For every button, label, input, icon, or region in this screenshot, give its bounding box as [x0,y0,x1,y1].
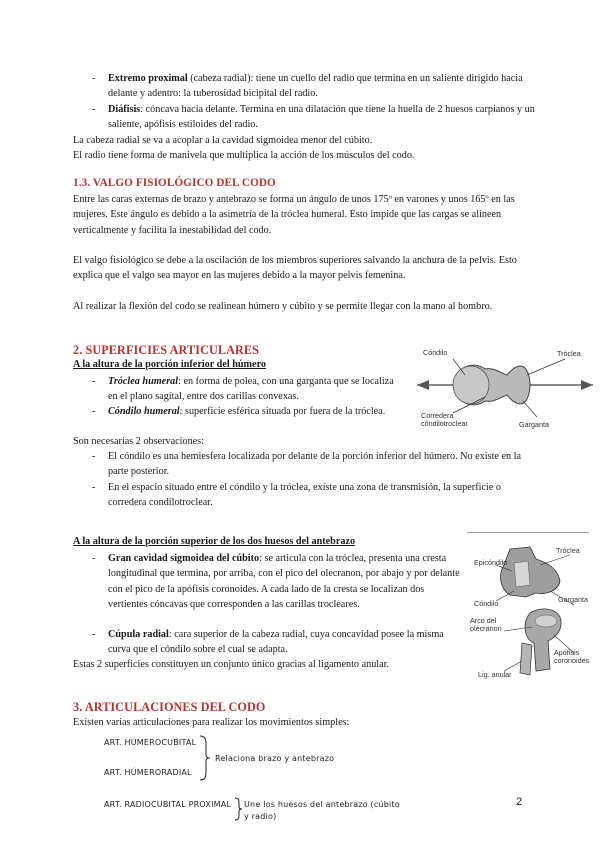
list-item-cavidad-sigmoidea: - Gran cavidad sigmoidea del cúbito: se articula con la tróclea, presenta una cresta longitudinal que termina, por arriba, con el pico del olecranon, por abajo y por delante con el pico de la apófisis coronoides. A cada lado de la cresta se localizan dos vertientes cóncavas que corresponden a las carillas trocleares. [92,553,460,611]
section-heading-3: 3. ARTICULACIONES DEL CODO [73,700,266,714]
label-garganta: Garganta [519,420,549,429]
paragraph: La cabeza radial se va a acoplar a la cavidad sigmoidea menor del cúbito. [73,135,373,146]
term-cavidad-sigmoidea: Gran cavidad sigmoidea del cúbito [108,553,260,564]
paragraph: El valgo fisiológico se debe a la oscilación de los miembros superiores salvando la anchura de la pelvis. Esto explica que el valgo sea mayor en las mujeres debido a la mayor pelvis femenina. [73,255,517,282]
section-heading-1-3: 1.3. VALGO FISIOLÓGICO DEL CODO [73,177,276,189]
term-condilo: Cóndilo humeral [108,406,180,417]
divider [467,532,589,533]
section-heading-2: 2. SUPERFICIES ARTICULARES [73,343,260,357]
term-troclea: Tróclea humeral [108,376,179,387]
list-item-troclea: - Tróclea humeral: en forma de polea, con una garganta que se localiza en el plano sagital, entre dos carillas convexas. [92,376,394,403]
label-lig-anular: Lig. anular [478,670,512,679]
brace-icon [198,734,212,782]
list-item-cupula-radial: - Cúpula radial: cara superior de la cabeza radial, cuya concavidad posee la misma curva que el cóndilo sobre el cual se adapta. [92,629,444,656]
list-item-text: En el espacio situado entre el cóndilo y la tróclea, existe una zona de transmisión, la superficie o corredera condilotroclear. [108,482,501,509]
list-item-extremo-proximal: - Extremo proximal (cabeza radial): tiene un cuello del radio que termina en un saliente dirigido hacia delante y adentro: la tuberosidad bicipital del radio. [92,73,523,100]
handwritten-humeroradial: ART. HÚMERORADIAL [104,768,192,777]
label-troclea: Tróclea [557,349,581,358]
label-garganta-2: Garganta [558,595,588,604]
handwritten-humerocubital: ART. HÚMEROCUBITAL [104,738,197,747]
figure-huesos-codo [470,545,592,683]
label-epicondilo: Epicóndilo [474,558,508,567]
term-extremo-proximal: Extremo proximal [108,73,188,84]
handwritten-note-2a: Une los huesos del antebrazo (cúbito [244,800,400,809]
list-item-text: : cóncava hacia delante. Termina en una dilatación que tiene la huella de 2 huesos carpianos y un saliente, apófisis estiloides del radio. [108,104,535,131]
handwritten-note-1: Relaciona brazo y antebrazo [215,754,335,763]
label-condilo: Cóndilo [423,348,448,357]
page-number: 2 [516,796,523,808]
term-cupula-radial: Cúpula radial [108,629,169,640]
list-item-text: : en forma de polea, con una garganta que se localiza en el plano sagital, entre dos carillas convexas. [108,376,394,403]
handwritten-note-2b: y radio) [244,812,277,821]
list-item-text: El cóndilo es una hemiesfera localizada por delante de la porción inferior del húmero. No existe en la parte posterior. [108,451,521,478]
list-item-diafisis: - Diáfisis: cóncava hacia delante. Termina en una dilatación que tiene la huella de 2 huesos carpianos y un saliente, apófisis estiloides del radio. [92,104,535,131]
list-item-observacion-2: - En el espacio situado entre el cóndilo y la tróclea, existe una zona de transmisión, la superficie o corredera condilotroclear. [92,482,501,509]
paragraph: El radio tiene forma de manivela que multiplica la acción de los músculos del codo. [73,150,415,161]
list-item-text: (cabeza radial): tiene un cuello del radio que termina en un saliente dirigido hacia delante y adentro: la tuberosidad bicipital del radio. [108,73,523,100]
list-item-condilo: - Cóndilo humeral: superficie esférica situada por fuera de la tróclea. [92,406,386,417]
subheading-antebrazo: A la altura de la porción superior de los dos huesos del antebrazo [73,536,356,547]
list-item-text: : se articula con la tróclea, presenta una cresta longitudinal que termina, por arriba, con el pico del olecranon, por abajo y por delante con el pico de la apófisis coronoides. A cada lado de la cresta se localizan dos vertientes cóncavas que corresponden a las carillas trocleares. [108,553,460,611]
label-troclea-2: Tróclea [556,546,580,555]
subheading-humero: A la altura de la porción inferior del húmero [73,359,266,370]
label-corredera: Corredera cóndilotroclear [421,411,468,428]
paragraph: Existen varias articulaciones para realizar los movimientos simples: [73,717,350,728]
paragraph: Son necesarias 2 observaciones: [73,436,204,447]
label-apofisis: Apófisis coronoides [554,648,590,665]
list-item-observacion-1: - El cóndilo es una hemiesfera localizada por delante de la porción inferior del húmero. No existe en la parte posterior. [92,451,521,478]
label-olecranon: Arco del olécranon [470,616,502,633]
label-condilo-2: Cóndilo [474,599,499,608]
list-item-text: : superficie esférica situada por fuera de la tróclea. [179,406,386,417]
paragraph: Estas 2 superficies constituyen un conjunto único gracias al ligamento anular. [73,659,390,670]
term-diafisis: Diáfisis [108,104,141,115]
paragraph: Entre las caras externas de brazo y antebrazo se forma un ángulo de unos 175º en varones y unos 165º en las mujeres. Este ángulo es debido a la asimetría de la tróclea humeral. Esto impide que las cargas se alineen verticalmente y facilita la inestabilidad del codo. [73,194,515,236]
figure-troclea-condilo [415,345,595,435]
list-item-text: : cara superior de la cabeza radial, cuya concavidad posee la misma curva que el cóndilo sobre el cual se adapta. [108,629,444,656]
brace-icon [233,796,243,822]
paragraph: Al realizar la flexión del codo se realinean húmero y cúbito y se permite llegar con la mano al hombro. [73,301,493,312]
handwritten-radiocubital: ART. RADIOCUBITAL PROXIMAL [104,800,232,809]
